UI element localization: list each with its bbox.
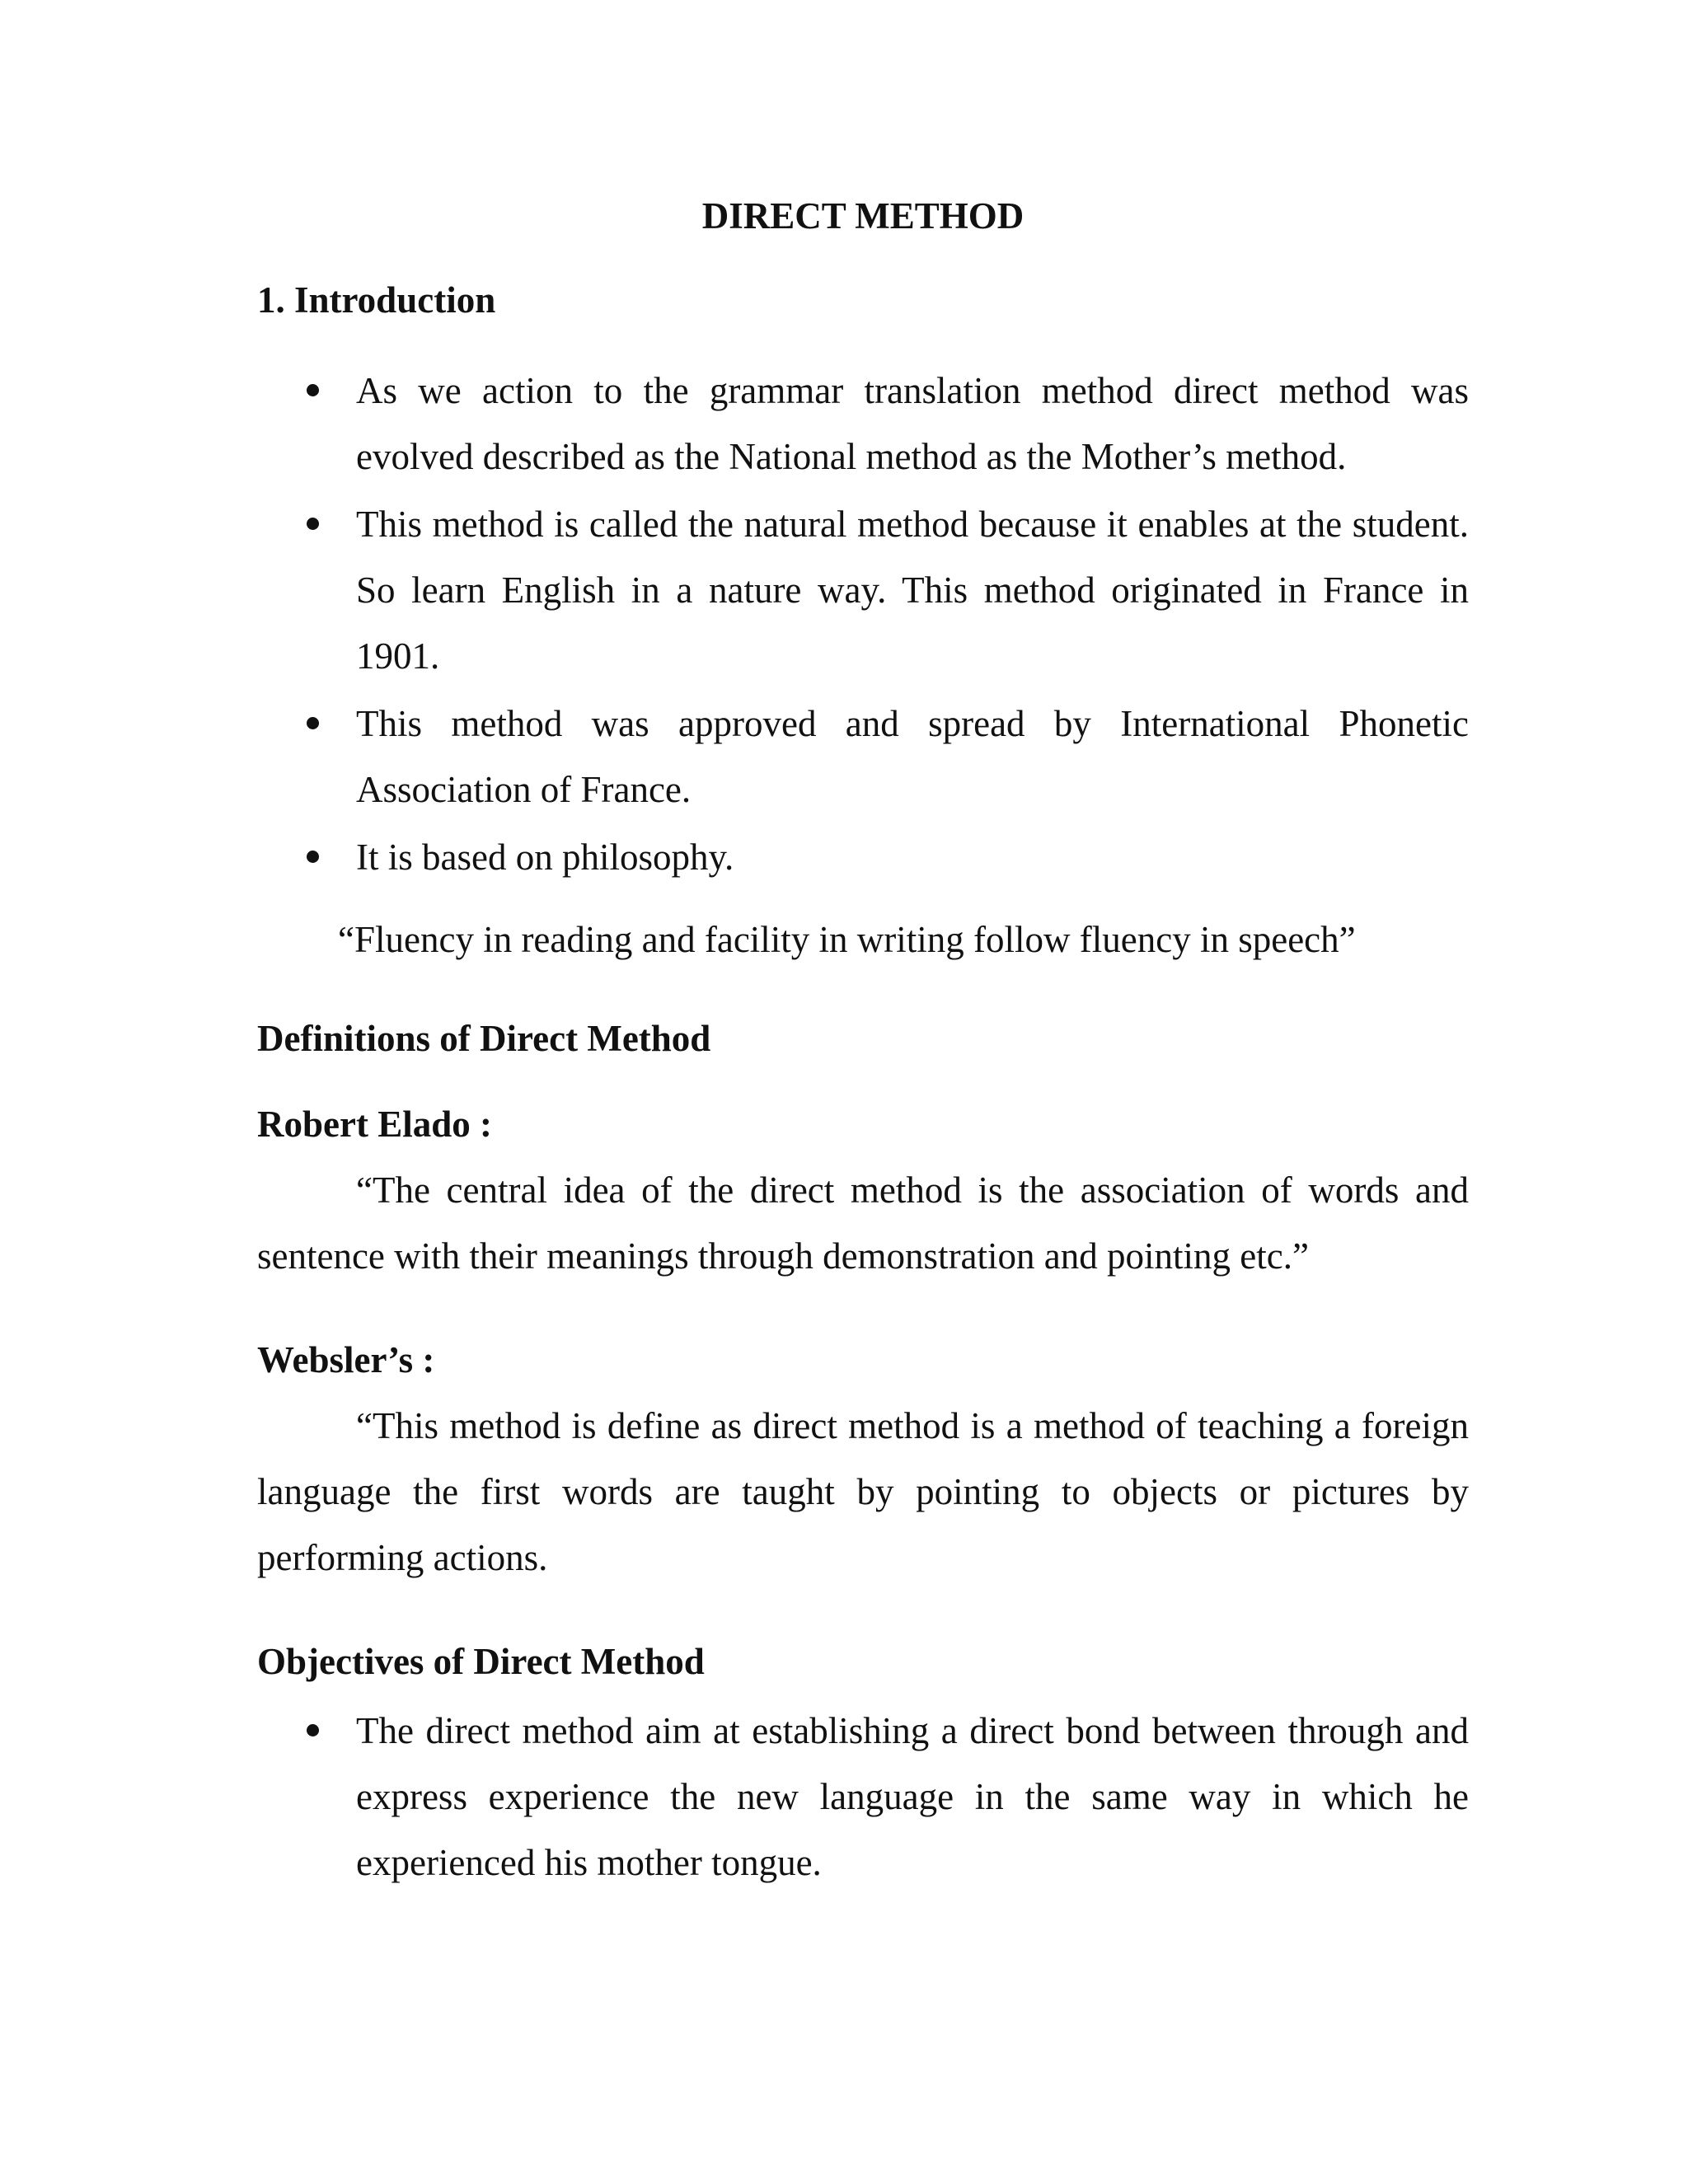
list-item-text: The direct method aim at establishing a direct bond between through and express experience the new language in the same way in which he experienced his mother tongue. (356, 1710, 1469, 1883)
list-item-text: This method is called the natural method because it enables at the student. So learn English in a nature way. This method originated in France in 1901. (356, 504, 1469, 677)
definitions-heading: Definitions of Direct Method (257, 1018, 711, 1059)
robert-elado-heading: Robert Elado : (257, 1104, 492, 1145)
list-item (257, 691, 1469, 823)
bullet-icon (307, 851, 319, 863)
list-item (257, 491, 1469, 689)
list-item-text: It is based on philosophy. (356, 837, 734, 878)
list-item (257, 358, 1469, 490)
bullet-icon (307, 717, 319, 729)
introduction-bullet-list (257, 358, 1469, 890)
objectives-heading: Objectives of Direct Method (257, 1641, 705, 1682)
bullet-icon (307, 384, 319, 396)
webslers-definition: “This method is define as direct method is a method of teaching a foreign language the first words are taught by pointing to objects or pictures by performing actions. (257, 1405, 1469, 1578)
list-item-text: As we action to the grammar translation method direct method was evolved described as the National method as the Mother’s method. (356, 370, 1469, 477)
introduction-heading: 1. Introduction (257, 279, 496, 321)
objectives-bullet-list (257, 1698, 1469, 1896)
philosophy-quote: “Fluency in reading and facility in writing follow fluency in speech” (338, 919, 1356, 960)
list-item (257, 1698, 1469, 1896)
webslers-heading: Websler’s : (257, 1339, 435, 1380)
list-item (257, 824, 1469, 890)
bullet-icon (307, 1724, 319, 1736)
document-title: DIRECT METHOD (701, 195, 1025, 237)
document-content (257, 183, 1469, 1897)
robert-elado-definition: “The central idea of the direct method is the association of words and sentence with their meanings through demonstration and pointing etc.” (257, 1169, 1469, 1277)
bullet-icon (307, 518, 319, 530)
list-item-text: This method was approved and spread by International Phonetic Association of France. (356, 703, 1469, 810)
